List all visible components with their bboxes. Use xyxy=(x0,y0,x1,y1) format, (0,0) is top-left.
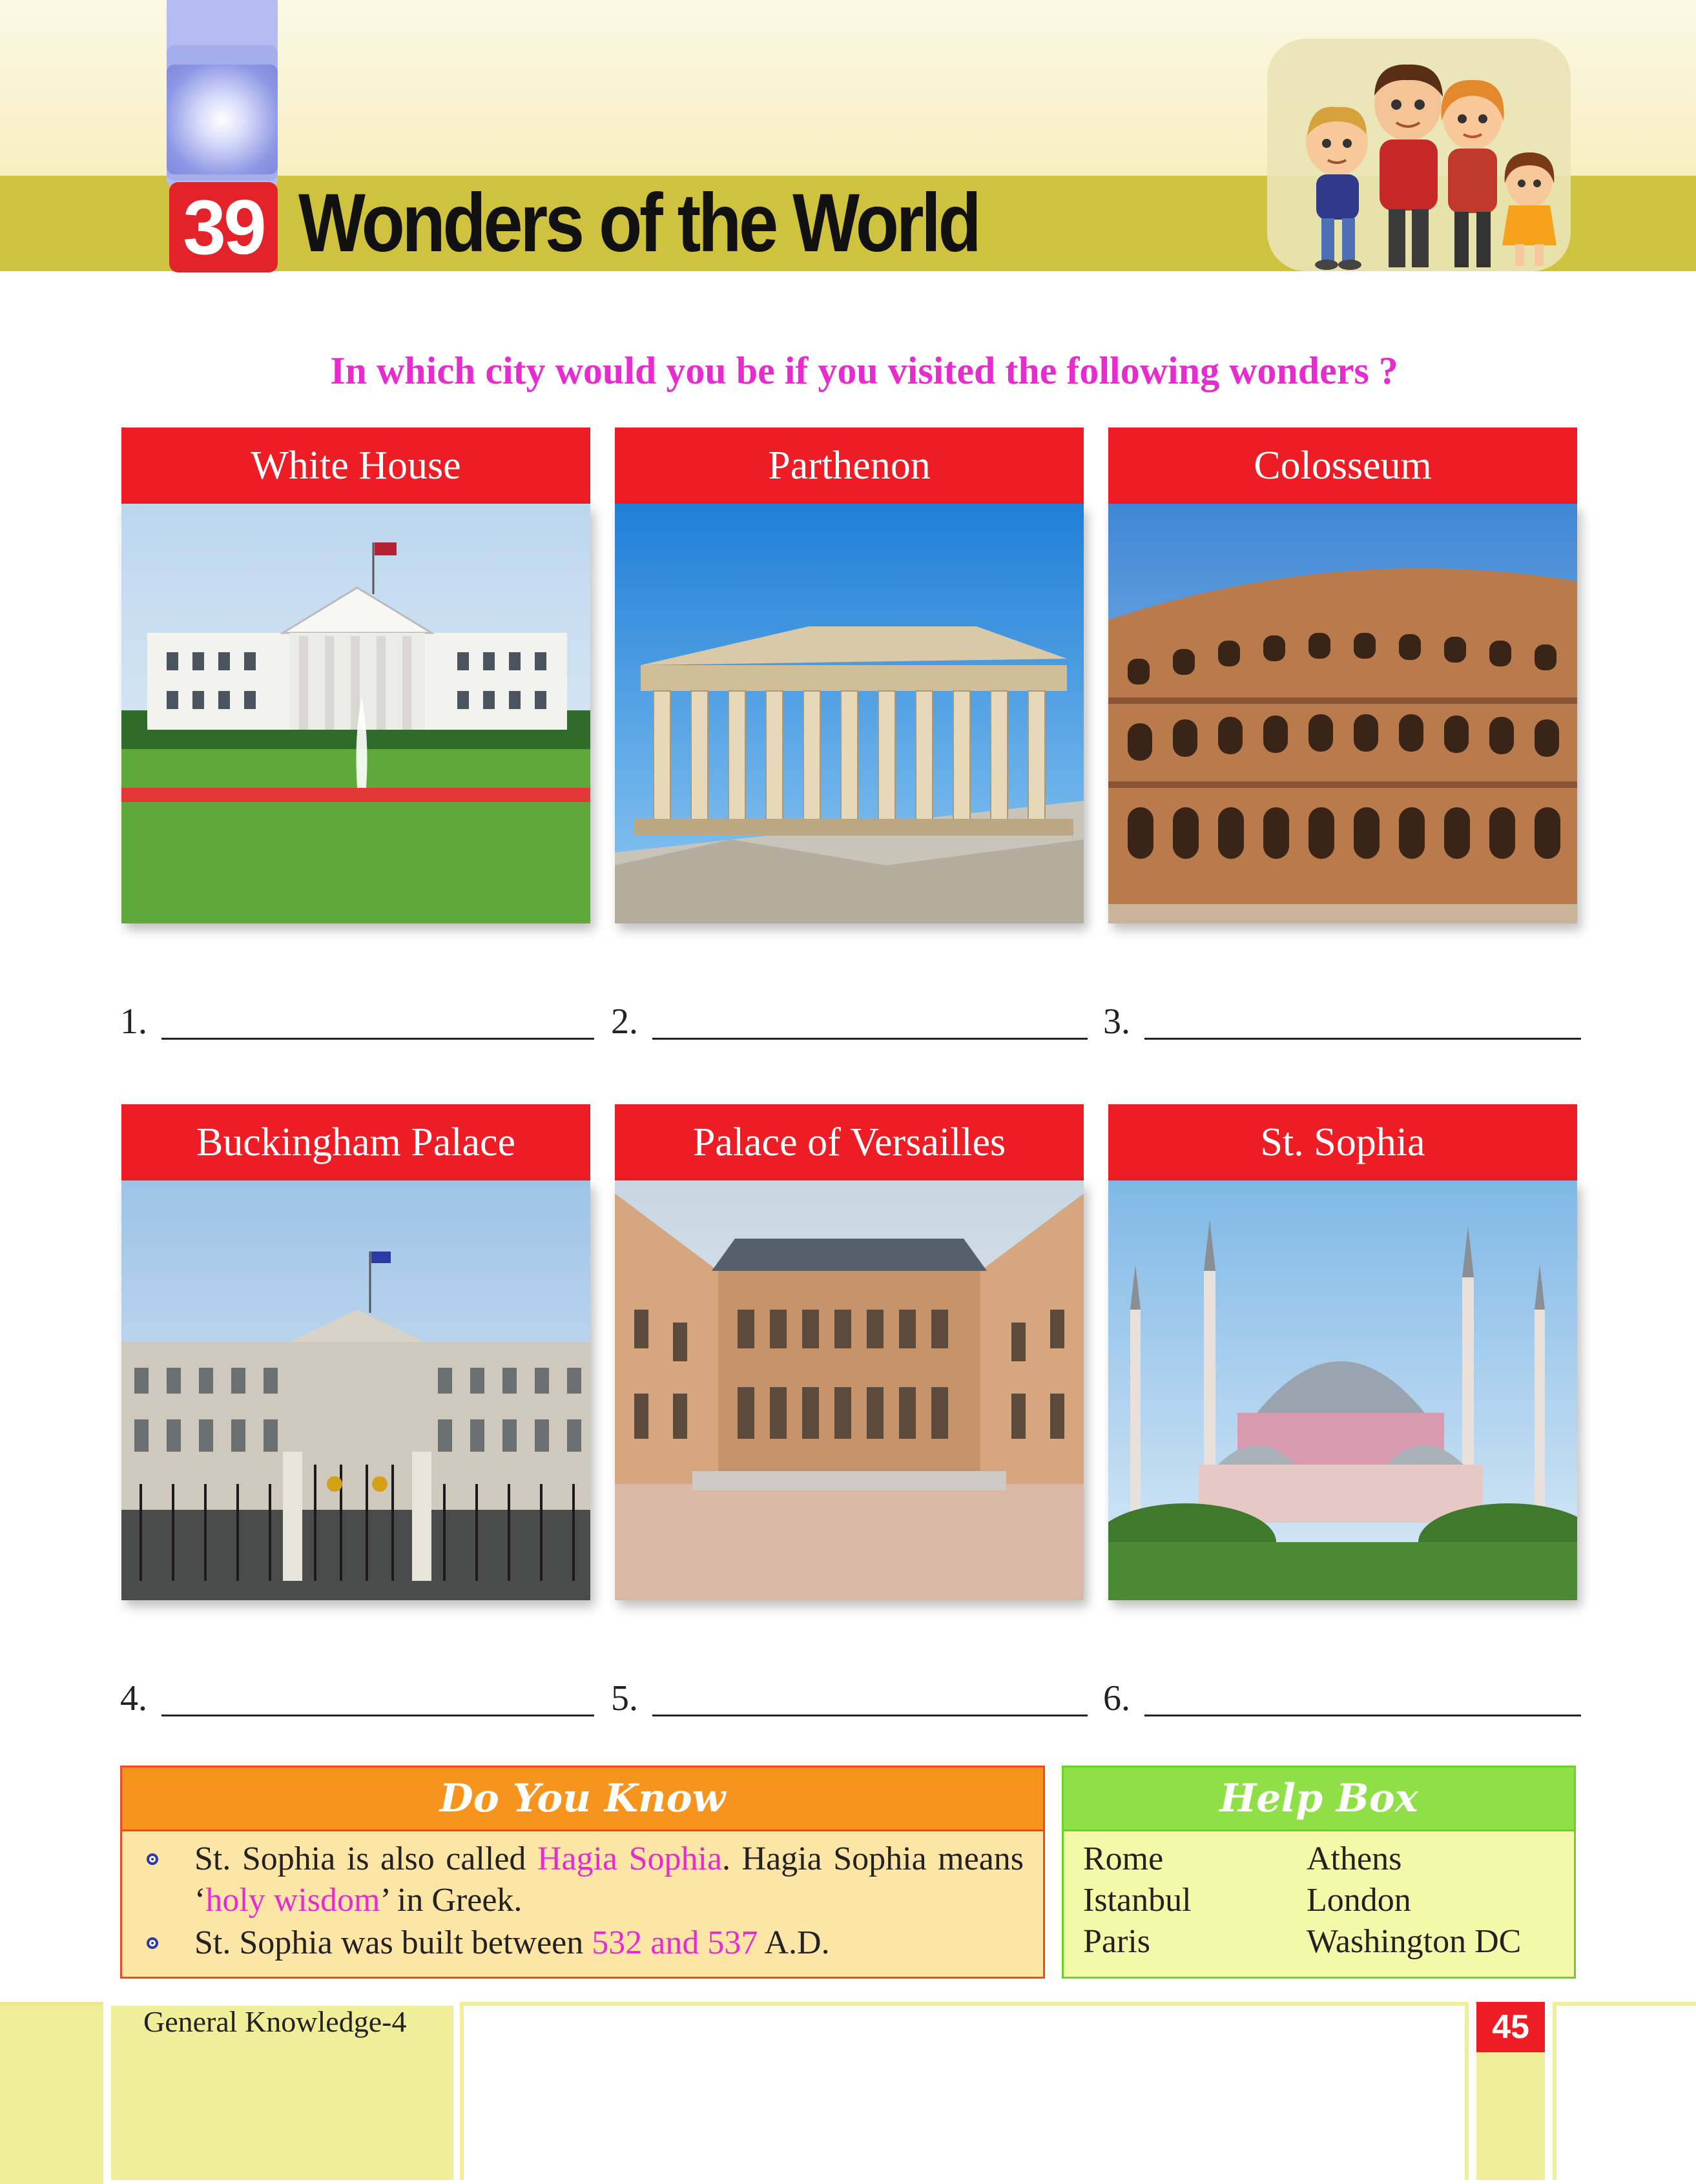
card-label: Parthenon xyxy=(615,428,1084,504)
card-label: Colosseum xyxy=(1108,428,1577,504)
help-word: Rome xyxy=(1083,1840,1164,1877)
fact-item-1: St. Sophia is also called Hagia Sophia. Hagia Sophia means ‘holy wisdom’ in Greek. xyxy=(194,1840,1024,1919)
colosseum-photo xyxy=(1108,504,1577,923)
help-word: Washington DC xyxy=(1307,1923,1522,1960)
book-name: General Knowledge-4 xyxy=(143,2005,407,2038)
help-word: Paris xyxy=(1083,1923,1150,1960)
answer-line-5[interactable] xyxy=(611,1670,1088,1722)
help-box xyxy=(1062,1766,1576,1979)
answer-number: 1. xyxy=(120,1002,147,1042)
chapter-title: Wonders of the World xyxy=(298,177,979,269)
palace-of-versailles-photo xyxy=(615,1180,1084,1600)
st-sophia-photo xyxy=(1108,1180,1577,1600)
card-buckingham-palace xyxy=(121,1104,590,1600)
answer-line-3[interactable] xyxy=(1103,993,1581,1045)
page-number: 45 xyxy=(1476,2002,1545,2052)
card-parthenon xyxy=(615,428,1084,923)
answer-number: 4. xyxy=(120,1678,147,1718)
woman-figure xyxy=(1441,80,1504,267)
buckingham-palace-photo xyxy=(121,1180,590,1600)
answer-line-6[interactable] xyxy=(1103,1670,1581,1722)
do-you-know-title: Do You Know xyxy=(122,1767,1043,1831)
help-word: London xyxy=(1307,1882,1411,1919)
answer-number: 6. xyxy=(1103,1678,1130,1718)
boy-figure xyxy=(1306,107,1368,270)
card-label: St. Sophia xyxy=(1108,1104,1577,1180)
answer-number: 5. xyxy=(611,1678,638,1718)
card-colosseum xyxy=(1108,428,1577,923)
card-label: Buckingham Palace xyxy=(121,1104,590,1180)
chapter-number: 39 xyxy=(169,182,278,273)
girl-figure xyxy=(1502,152,1556,266)
footer-decoration xyxy=(460,2002,1469,2180)
bullet-icon xyxy=(147,1853,158,1865)
footer-decoration xyxy=(1553,2002,1696,2180)
fact-item-2: St. Sophia was built between 532 and 537 A.D. xyxy=(194,1924,830,1961)
parthenon-photo xyxy=(615,504,1084,923)
white-house-photo xyxy=(121,504,590,923)
card-palace-of-versailles xyxy=(615,1104,1084,1600)
cartoon-kids-illustration xyxy=(1285,45,1569,271)
chapter-tab-decoration xyxy=(167,0,278,194)
bullet-icon xyxy=(147,1937,158,1949)
help-word: Athens xyxy=(1307,1840,1402,1877)
card-st-sophia xyxy=(1108,1104,1577,1600)
answer-number: 2. xyxy=(611,1002,638,1042)
card-white-house xyxy=(121,428,590,923)
card-label: Palace of Versailles xyxy=(615,1104,1084,1180)
help-box-title: Help Box xyxy=(1064,1767,1574,1831)
answer-line-1[interactable] xyxy=(120,993,594,1045)
help-word: Istanbul xyxy=(1083,1882,1192,1919)
man-figure xyxy=(1374,65,1443,267)
answer-number: 3. xyxy=(1103,1002,1130,1042)
question-heading: In which city would you be if you visited the following wonders ? xyxy=(330,349,1398,392)
do-you-know-box xyxy=(120,1766,1045,1979)
footer-decoration xyxy=(0,2002,103,2184)
card-label: White House xyxy=(121,428,590,504)
answer-line-2[interactable] xyxy=(611,993,1088,1045)
answer-line-4[interactable] xyxy=(120,1670,594,1722)
